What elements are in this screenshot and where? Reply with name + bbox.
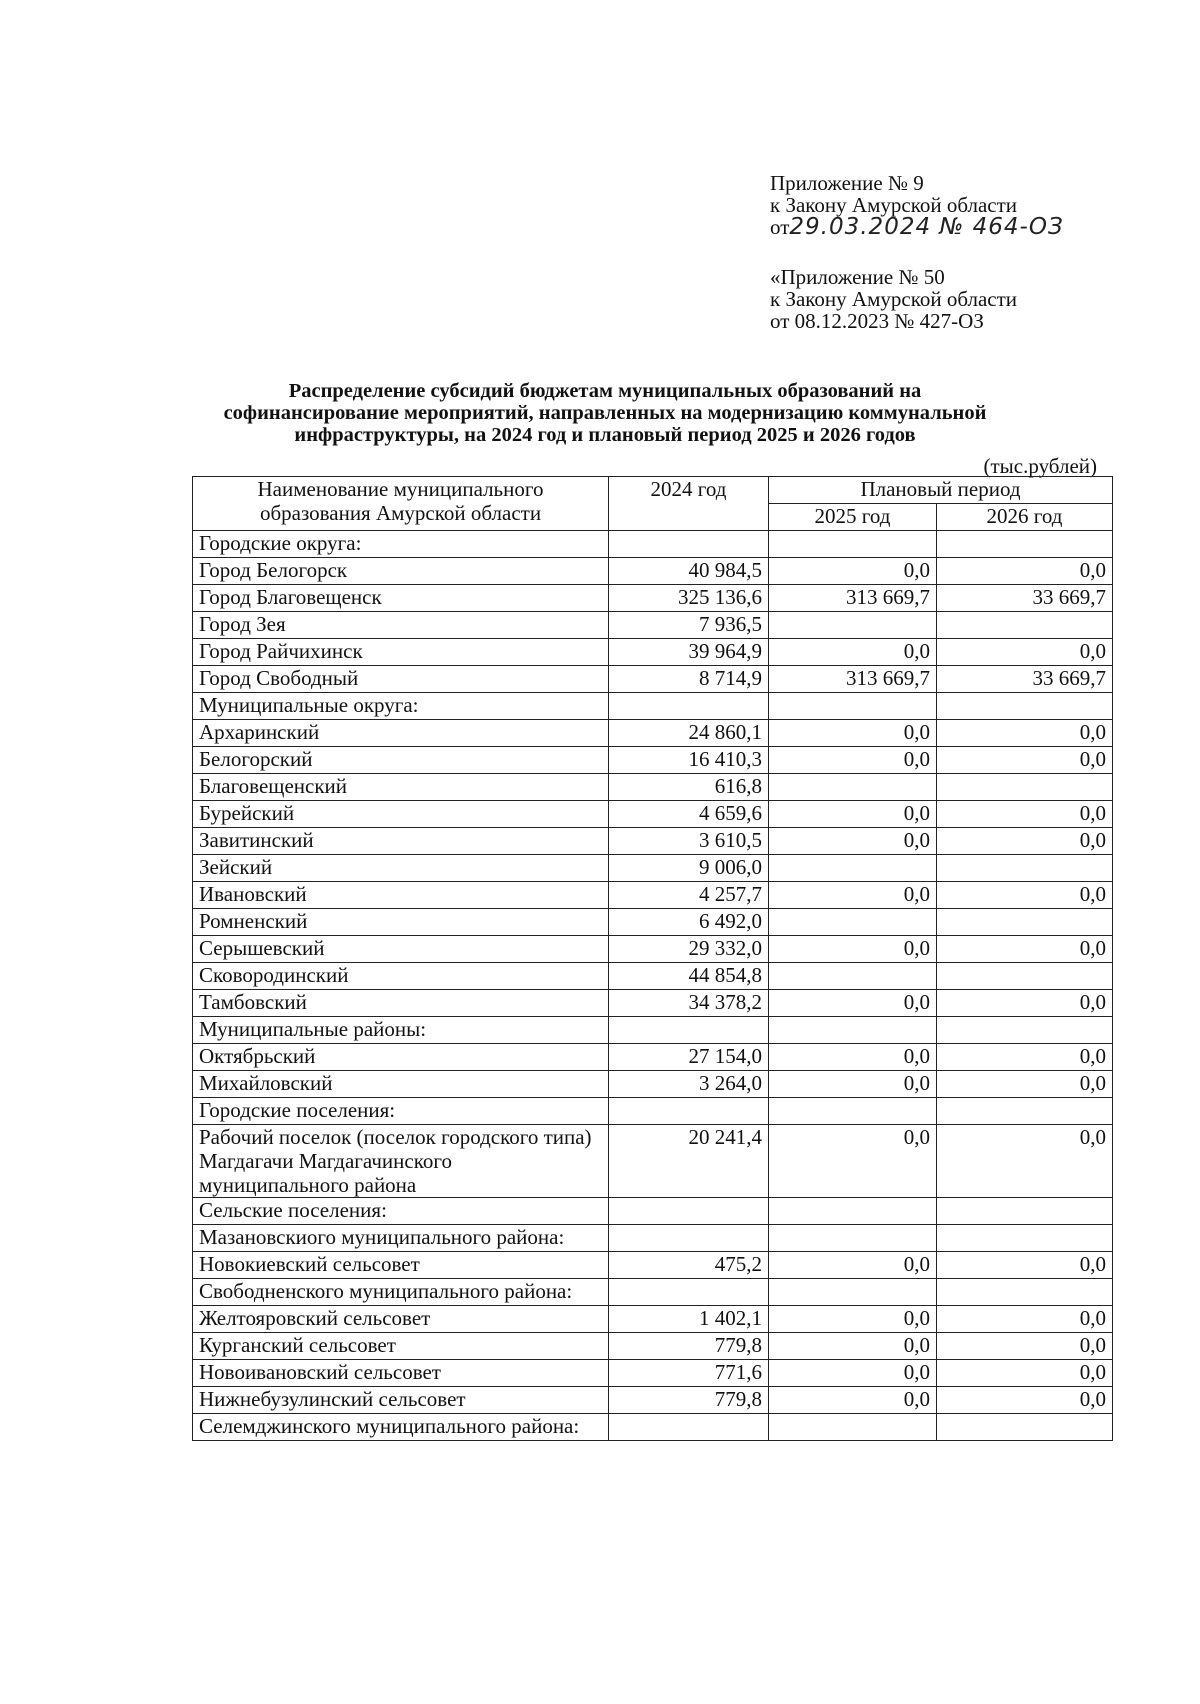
appendix-50-header	[770, 266, 1017, 332]
table-row	[193, 720, 1113, 747]
table-row	[193, 1360, 1113, 1387]
appendix-9-line2: к Закону Амурской области	[770, 193, 1018, 217]
row-name-cell: Ромненский	[193, 909, 609, 936]
table-group-row	[193, 531, 1113, 558]
appendix-50-line3: от 08.12.2023 № 427-ОЗ	[770, 309, 984, 333]
value-2026-cell: 0,0	[937, 1387, 1113, 1414]
value-2025-cell	[769, 963, 937, 990]
value-2026-cell: 0,0	[937, 936, 1113, 963]
appendix-9-header	[770, 172, 1064, 238]
value-2026-cell: 0,0	[937, 558, 1113, 585]
value-2026-cell: 33 669,7	[937, 666, 1113, 693]
value-2026-cell	[937, 1198, 1113, 1225]
row-name-cell: Новоивановский сельсовет	[193, 1360, 609, 1387]
header-planned-period: Плановый период	[769, 477, 1113, 504]
value-2026-cell: 0,0	[937, 1044, 1113, 1071]
value-2025-cell: 0,0	[769, 1044, 937, 1071]
row-name-cell: Нижнебузулинский сельсовет	[193, 1387, 609, 1414]
value-2026-cell: 0,0	[937, 1360, 1113, 1387]
row-name-cell: Ивановский	[193, 882, 609, 909]
value-2025-cell	[769, 1017, 937, 1044]
value-2025-cell: 0,0	[769, 1125, 937, 1198]
value-2024-cell	[609, 1225, 769, 1252]
value-2026-cell	[937, 1414, 1113, 1441]
table-row	[193, 1306, 1113, 1333]
value-2024-cell: 40 984,5	[609, 558, 769, 585]
row-name-cell: Желтояровский сельсовет	[193, 1306, 609, 1333]
value-2024-cell: 771,6	[609, 1360, 769, 1387]
units-label: (тыс.рублей)	[983, 454, 1097, 478]
value-2025-cell: 0,0	[769, 936, 937, 963]
header-name-line1: Наименование муниципального	[257, 477, 544, 501]
value-2024-cell	[609, 1414, 769, 1441]
row-name-cell: Город Зея	[193, 612, 609, 639]
row-name-cell: Курганский сельсовет	[193, 1333, 609, 1360]
value-2025-cell: 313 669,7	[769, 666, 937, 693]
value-2025-cell	[769, 693, 937, 720]
handwritten-date-number: 29.03.2024 № 464-ОЗ	[789, 214, 1064, 240]
table-row	[193, 612, 1113, 639]
value-2026-cell	[937, 693, 1113, 720]
value-2025-cell: 0,0	[769, 639, 937, 666]
row-name-cell: Благовещенский	[193, 774, 609, 801]
table-row	[193, 855, 1113, 882]
row-name-cell: Михайловский	[193, 1071, 609, 1098]
value-2026-cell: 0,0	[937, 720, 1113, 747]
value-2024-cell: 779,8	[609, 1387, 769, 1414]
table-row	[193, 558, 1113, 585]
row-name-cell: Селемджинского муниципального района:	[193, 1414, 609, 1441]
value-2026-cell: 0,0	[937, 882, 1113, 909]
header-name-column	[193, 477, 609, 531]
value-2024-cell	[609, 1098, 769, 1125]
value-2025-cell: 313 669,7	[769, 585, 937, 612]
value-2025-cell: 0,0	[769, 558, 937, 585]
row-name-cell: Сковородинский	[193, 963, 609, 990]
value-2025-cell: 0,0	[769, 990, 937, 1017]
value-2024-cell: 4 659,6	[609, 801, 769, 828]
table-row	[193, 747, 1113, 774]
row-name-cell: Бурейский	[193, 801, 609, 828]
row-name-cell: Рабочий поселок (поселок городского типа) Магдагачи Магдагачинского муниципального района	[193, 1125, 609, 1198]
table-row	[193, 1252, 1113, 1279]
row-name-cell: Завитинский	[193, 828, 609, 855]
table-group-row	[193, 1098, 1113, 1125]
value-2024-cell: 29 332,0	[609, 936, 769, 963]
title-line3: инфраструктуры, на 2024 год и плановый период 2025 и 2026 годов	[294, 424, 916, 446]
value-2025-cell	[769, 1098, 937, 1125]
table-row	[193, 1333, 1113, 1360]
value-2025-cell	[769, 909, 937, 936]
row-name-cell: Город Благовещенск	[193, 585, 609, 612]
value-2024-cell: 39 964,9	[609, 639, 769, 666]
document-title	[180, 380, 1030, 446]
value-2024-cell	[609, 1279, 769, 1306]
table-row	[193, 828, 1113, 855]
table-row	[193, 774, 1113, 801]
table-row	[193, 1044, 1113, 1071]
row-name-cell: Муниципальные округа:	[193, 693, 609, 720]
row-name-cell: Белогорский	[193, 747, 609, 774]
value-2025-cell: 0,0	[769, 801, 937, 828]
value-2025-cell: 0,0	[769, 1252, 937, 1279]
value-2026-cell	[937, 612, 1113, 639]
table-row	[193, 639, 1113, 666]
header-2025: 2025 год	[769, 504, 937, 531]
value-2025-cell	[769, 1414, 937, 1441]
value-2025-cell	[769, 855, 937, 882]
value-2024-cell: 16 410,3	[609, 747, 769, 774]
value-2024-cell: 24 860,1	[609, 720, 769, 747]
value-2026-cell	[937, 855, 1113, 882]
row-name-cell: Новокиевский сельсовет	[193, 1252, 609, 1279]
row-name-cell: Зейский	[193, 855, 609, 882]
value-2026-cell: 33 669,7	[937, 585, 1113, 612]
value-2026-cell: 0,0	[937, 1306, 1113, 1333]
value-2026-cell: 0,0	[937, 1252, 1113, 1279]
row-name-cell: Свободненского муниципального района:	[193, 1279, 609, 1306]
value-2024-cell	[609, 693, 769, 720]
value-2026-cell: 0,0	[937, 747, 1113, 774]
title-line1: Распределение субсидий бюджетам муниципальных образований на	[288, 380, 922, 402]
value-2025-cell	[769, 531, 937, 558]
table-group-row	[193, 1414, 1113, 1441]
value-2026-cell	[937, 774, 1113, 801]
value-2026-cell	[937, 963, 1113, 990]
appendix-50-line1: «Приложение № 50	[770, 265, 945, 289]
table-row	[193, 1387, 1113, 1414]
header-name-line2: образования Амурской области	[259, 501, 542, 525]
value-2024-cell: 20 241,4	[609, 1125, 769, 1198]
value-2024-cell	[609, 531, 769, 558]
header-2024: 2024 год	[609, 477, 769, 531]
table-row	[193, 585, 1113, 612]
appendix-9-line3	[770, 216, 1064, 238]
value-2025-cell: 0,0	[769, 1306, 937, 1333]
table-row	[193, 936, 1113, 963]
value-2025-cell: 0,0	[769, 747, 937, 774]
value-2025-cell: 0,0	[769, 1360, 937, 1387]
row-name-cell: Городские поселения:	[193, 1098, 609, 1125]
table-row	[193, 666, 1113, 693]
row-name-cell: Сельские поселения:	[193, 1198, 609, 1225]
row-name-cell: Архаринский	[193, 720, 609, 747]
table-group-row	[193, 1017, 1113, 1044]
value-2024-cell: 44 854,8	[609, 963, 769, 990]
value-2026-cell	[937, 531, 1113, 558]
table-row	[193, 990, 1113, 1017]
row-name-cell: Октябрьский	[193, 1044, 609, 1071]
table-row	[193, 1125, 1113, 1198]
value-2026-cell	[937, 1225, 1113, 1252]
row-name-cell: Город Свободный	[193, 666, 609, 693]
value-2024-cell: 7 936,5	[609, 612, 769, 639]
table-row	[193, 801, 1113, 828]
row-name-cell: Городские округа:	[193, 531, 609, 558]
value-2024-cell: 1 402,1	[609, 1306, 769, 1333]
value-2024-cell: 475,2	[609, 1252, 769, 1279]
appendix-50-line2: к Закону Амурской области	[770, 287, 1018, 311]
value-2026-cell: 0,0	[937, 828, 1113, 855]
appendix-9-line1: Приложение № 9	[770, 171, 924, 195]
value-2025-cell	[769, 612, 937, 639]
value-2025-cell: 0,0	[769, 720, 937, 747]
value-2025-cell	[769, 774, 937, 801]
value-2026-cell: 0,0	[937, 1125, 1113, 1198]
table-body	[193, 531, 1113, 1441]
value-2024-cell: 325 136,6	[609, 585, 769, 612]
value-2024-cell: 8 714,9	[609, 666, 769, 693]
table-group-row	[193, 693, 1113, 720]
value-2024-cell: 9 006,0	[609, 855, 769, 882]
value-2026-cell: 0,0	[937, 1333, 1113, 1360]
value-2026-cell	[937, 1017, 1113, 1044]
value-2024-cell: 27 154,0	[609, 1044, 769, 1071]
value-2025-cell: 0,0	[769, 1333, 937, 1360]
value-2025-cell: 0,0	[769, 1387, 937, 1414]
value-2024-cell: 3 610,5	[609, 828, 769, 855]
value-2024-cell: 3 264,0	[609, 1071, 769, 1098]
value-2024-cell: 6 492,0	[609, 909, 769, 936]
value-2025-cell	[769, 1279, 937, 1306]
subsidy-table	[192, 476, 1113, 1441]
table-group-row	[193, 1198, 1113, 1225]
value-2024-cell: 779,8	[609, 1333, 769, 1360]
value-2025-cell: 0,0	[769, 882, 937, 909]
value-2026-cell	[937, 1098, 1113, 1125]
value-2024-cell: 4 257,7	[609, 882, 769, 909]
value-2025-cell: 0,0	[769, 1071, 937, 1098]
value-2026-cell: 0,0	[937, 639, 1113, 666]
row-name-cell: Серышевский	[193, 936, 609, 963]
row-name-cell: Тамбовский	[193, 990, 609, 1017]
table-row	[193, 1071, 1113, 1098]
title-line2: софинансирование мероприятий, направленных на модернизацию коммунальной	[223, 402, 987, 424]
row-name-cell: Город Райчихинск	[193, 639, 609, 666]
row-name-cell: Мазановскиого муниципального района:	[193, 1225, 609, 1252]
value-2026-cell: 0,0	[937, 1071, 1113, 1098]
header-2026: 2026 год	[937, 504, 1113, 531]
appendix-9-date-prefix: от	[770, 215, 790, 239]
table-row	[193, 882, 1113, 909]
row-name-cell: Город Белогорск	[193, 558, 609, 585]
table-row	[193, 963, 1113, 990]
table-group-row	[193, 1225, 1113, 1252]
table-row	[193, 909, 1113, 936]
value-2026-cell: 0,0	[937, 801, 1113, 828]
value-2026-cell	[937, 1279, 1113, 1306]
row-name-cell: Муниципальные районы:	[193, 1017, 609, 1044]
value-2025-cell: 0,0	[769, 828, 937, 855]
value-2024-cell: 616,8	[609, 774, 769, 801]
value-2024-cell	[609, 1017, 769, 1044]
value-2024-cell: 34 378,2	[609, 990, 769, 1017]
value-2025-cell	[769, 1225, 937, 1252]
table-group-row	[193, 1279, 1113, 1306]
value-2025-cell	[769, 1198, 937, 1225]
value-2024-cell	[609, 1198, 769, 1225]
value-2026-cell: 0,0	[937, 990, 1113, 1017]
value-2026-cell	[937, 909, 1113, 936]
